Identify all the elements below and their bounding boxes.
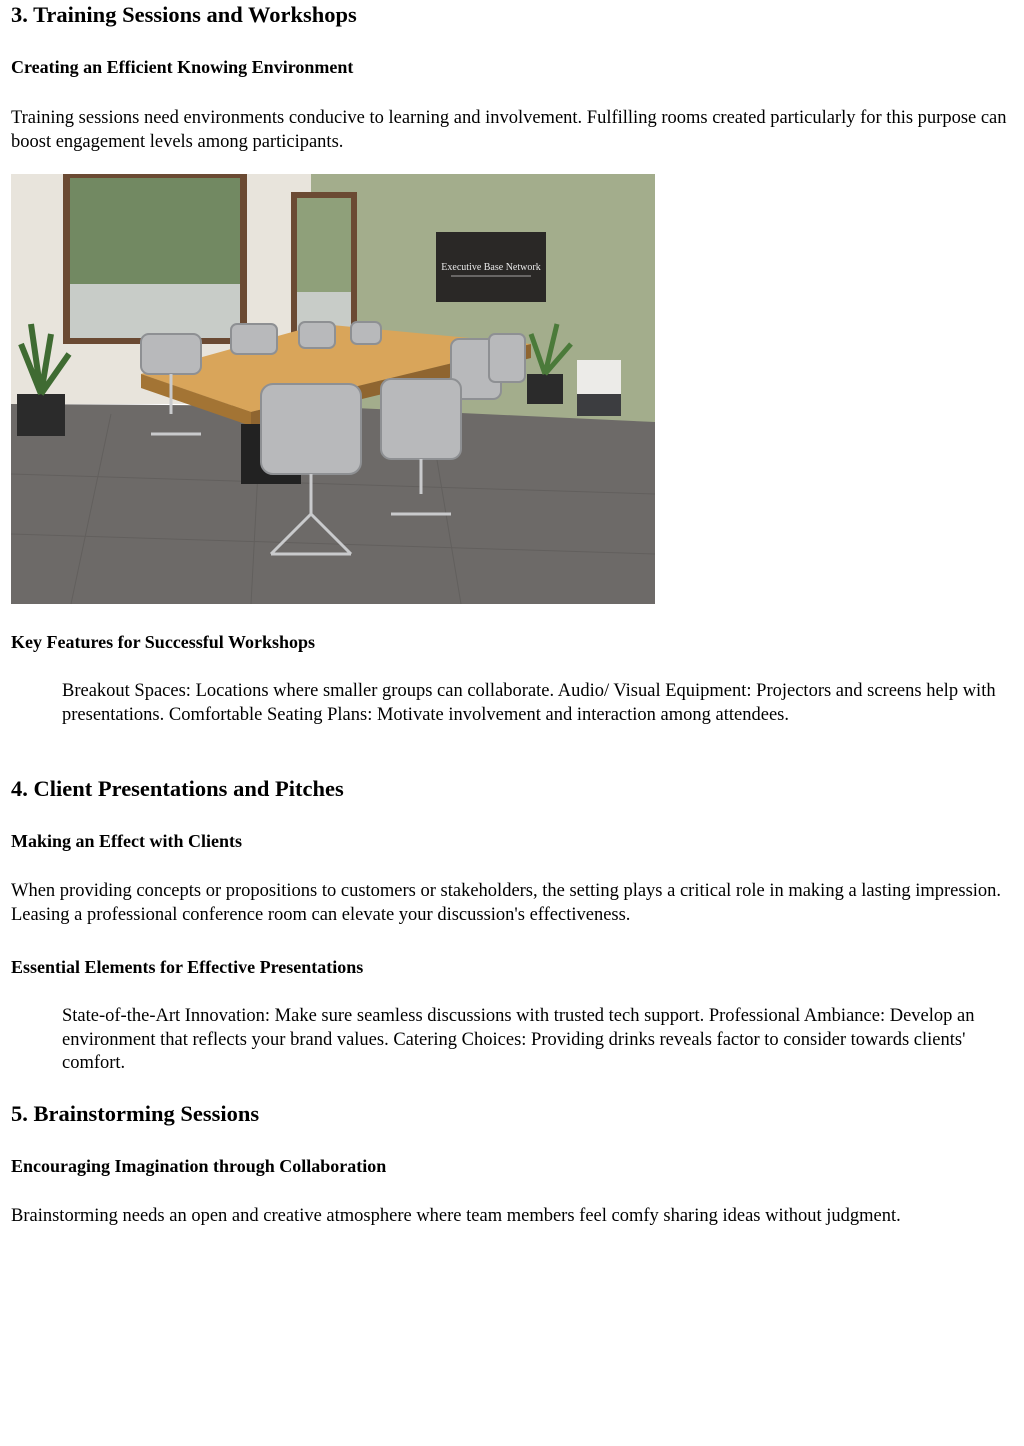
window-right: [291, 192, 357, 342]
list-presentation-elements: State-of-the-Art Innovation: Make sure seamless discussions with trusted tech support. Professional Ambiance: Develop an environment that reflects your brand values. Catering Choices: Providing drinks reveals factor to consider towards clients' comfort.: [62, 1006, 975, 1073]
conference-room-photo: [11, 174, 655, 604]
wall-sign: [436, 232, 546, 302]
trash-bin: [577, 360, 621, 416]
subheading-key-features: Key Features for Successful Workshops: [11, 632, 316, 652]
section-heading-client-presentations: 4. Client Presentations and Pitches: [11, 776, 344, 801]
list-workshop-features: Breakout Spaces: Locations where smaller groups can collaborate. Audio/ Visual Equipment: Projectors and screens help with presentations. Comfortable Seating Plans: Motivate involvement and interaction among attendees.: [62, 681, 996, 725]
subheading-essential-elements: Essential Elements for Effective Presentations: [11, 957, 364, 977]
subheading-encouraging-imagination: Encouraging Imagination through Collaboration: [11, 1156, 387, 1176]
sign-text: Executive Base Network: [441, 262, 541, 273]
section-heading-brainstorming: 5. Brainstorming Sessions: [11, 1101, 260, 1126]
paragraph-client-intro: When providing concepts or propositions to customers or stakeholders, the setting plays a critical role in making a lasting impression. Leasing a professional conference room can elevate your discussion's effectiveness.: [11, 881, 1002, 925]
window-left: [63, 174, 247, 344]
paragraph-training-intro: Training sessions need environments conducive to learning and involvement. Fulfilling rooms created particularly for this purpose can boost engagement levels among participants.: [11, 108, 1007, 152]
subheading-making-effect: Making an Effect with Clients: [11, 831, 242, 851]
subheading-efficient-environment: Creating an Efficient Knowing Environment: [11, 57, 354, 77]
section-heading-training: 3. Training Sessions and Workshops: [11, 2, 357, 27]
paragraph-brainstorming-intro: Brainstorming needs an open and creative atmosphere where team members feel comfy sharing ideas without judgment.: [11, 1206, 901, 1226]
